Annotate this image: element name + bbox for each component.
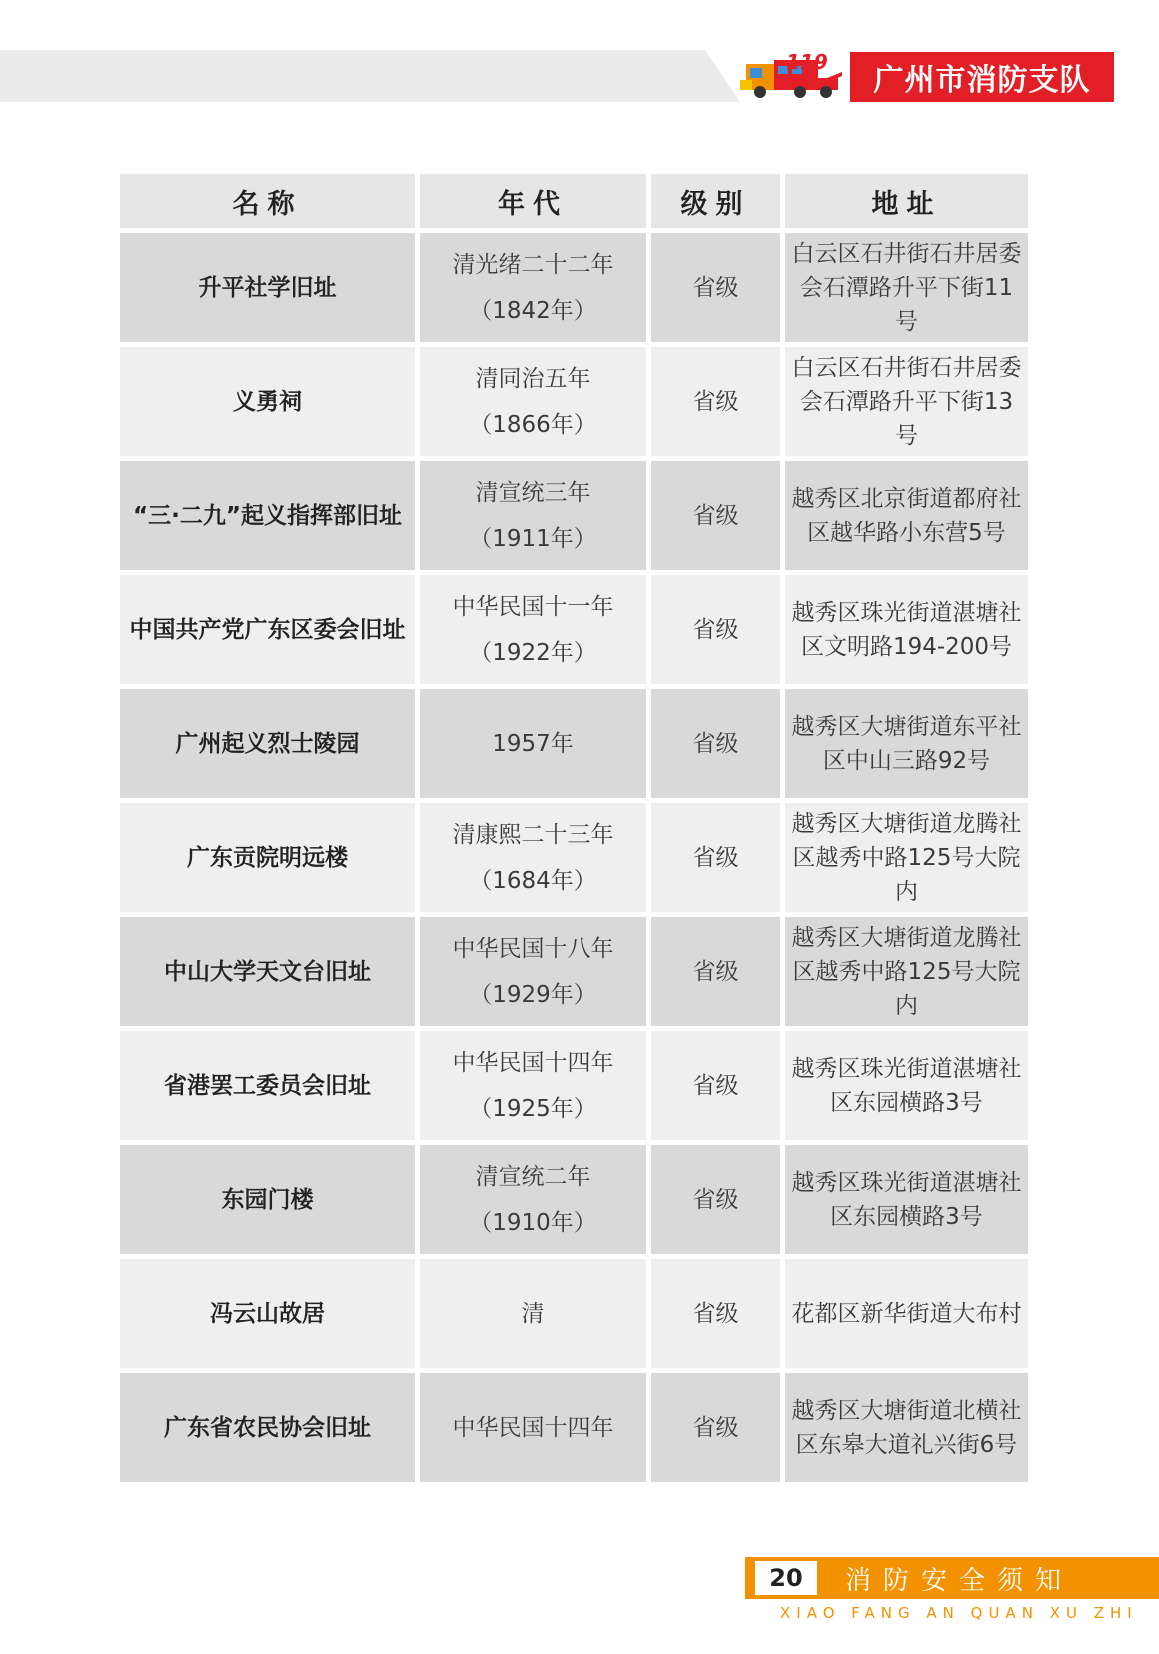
heritage-table xyxy=(120,174,1028,1487)
cell-level: 省级 xyxy=(651,575,780,684)
cell-address: 越秀区大塘街道龙腾社区越秀中路125号大院内 xyxy=(785,803,1028,912)
cell-address: 越秀区大塘街道北横社区东皋大道礼兴街6号 xyxy=(785,1373,1028,1482)
table-row xyxy=(120,1145,1028,1254)
cell-era xyxy=(420,689,646,798)
cell-era xyxy=(420,1031,646,1140)
cell-name: 东园门楼 xyxy=(120,1145,415,1254)
table-row xyxy=(120,347,1028,456)
era-line: 清同治五年 xyxy=(475,365,591,392)
era-line: 1957年 xyxy=(492,730,574,757)
cell-name: 广东贡院明远楼 xyxy=(120,803,415,912)
cell-address: 白云区石井街石井居委会石潭路升平下街13号 xyxy=(785,347,1028,456)
column-header-address: 地址 xyxy=(785,174,1028,228)
era-line: 清宣统二年 xyxy=(475,1163,591,1190)
cell-level: 省级 xyxy=(651,1259,780,1368)
table-row xyxy=(120,1259,1028,1368)
cell-address: 越秀区大塘街道东平社区中山三路92号 xyxy=(785,689,1028,798)
cell-level: 省级 xyxy=(651,233,780,342)
table-row xyxy=(120,233,1028,342)
era-line: 中华民国十四年 xyxy=(452,1414,614,1441)
era-line: （1922年） xyxy=(469,639,597,666)
cell-era xyxy=(420,1259,646,1368)
table-header-row xyxy=(120,174,1028,228)
header-band xyxy=(0,50,740,102)
cell-address: 越秀区北京街道都府社区越华路小东营5号 xyxy=(785,461,1028,570)
cell-level: 省级 xyxy=(651,803,780,912)
cell-name: 广东省农民协会旧址 xyxy=(120,1373,415,1482)
cell-era xyxy=(420,461,646,570)
column-header-level: 级别 xyxy=(651,174,780,228)
cell-name: 省港罢工委员会旧址 xyxy=(120,1031,415,1140)
era-line: （1925年） xyxy=(469,1095,597,1122)
cell-era xyxy=(420,917,646,1026)
column-header-name: 名称 xyxy=(120,174,415,228)
era-line: 清 xyxy=(521,1300,545,1327)
table-row xyxy=(120,689,1028,798)
cell-address: 白云区石井街石井居委会石潭路升平下街11号 xyxy=(785,233,1028,342)
era-line: （1910年） xyxy=(469,1209,597,1236)
cell-address: 越秀区珠光街道湛塘社区东园横路3号 xyxy=(785,1031,1028,1140)
cell-address: 越秀区大塘街道龙腾社区越秀中路125号大院内 xyxy=(785,917,1028,1026)
cell-level: 省级 xyxy=(651,689,780,798)
cell-address: 越秀区珠光街道湛塘社区东园横路3号 xyxy=(785,1145,1028,1254)
cell-name: “三·二九”起义指挥部旧址 xyxy=(120,461,415,570)
cell-level: 省级 xyxy=(651,1145,780,1254)
page-number: 20 xyxy=(769,1564,803,1592)
era-line: 清宣统三年 xyxy=(475,479,591,506)
table-row xyxy=(120,1373,1028,1482)
cell-address: 越秀区珠光街道湛塘社区文明路194-200号 xyxy=(785,575,1028,684)
page-number-box xyxy=(755,1561,817,1595)
cell-name: 中山大学天文台旧址 xyxy=(120,917,415,1026)
table-row xyxy=(120,917,1028,1026)
cell-level: 省级 xyxy=(651,1031,780,1140)
fire-truck-icon xyxy=(738,50,848,102)
logo-number: 119 xyxy=(786,50,828,74)
cell-era xyxy=(420,233,646,342)
cell-era xyxy=(420,575,646,684)
era-line: （1929年） xyxy=(469,981,597,1008)
table-row xyxy=(120,1031,1028,1140)
cell-era xyxy=(420,347,646,456)
brand-banner xyxy=(850,52,1114,102)
cell-address: 花都区新华街道大布村 xyxy=(785,1259,1028,1368)
era-line: （1684年） xyxy=(469,867,597,894)
era-line: （1842年） xyxy=(469,297,597,324)
cell-level: 省级 xyxy=(651,917,780,1026)
cell-name: 义勇祠 xyxy=(120,347,415,456)
table-body xyxy=(120,233,1028,1482)
cell-level: 省级 xyxy=(651,461,780,570)
column-header-era: 年代 xyxy=(420,174,646,228)
footer-title: 消防安全须知 xyxy=(845,1565,1074,1596)
cell-level: 省级 xyxy=(651,347,780,456)
cell-name: 升平社学旧址 xyxy=(120,233,415,342)
era-line: （1911年） xyxy=(469,525,597,552)
era-line: 中华民国十四年 xyxy=(452,1049,614,1076)
era-line: 中华民国十一年 xyxy=(452,593,614,620)
cell-level: 省级 xyxy=(651,1373,780,1482)
cell-name: 广州起义烈士陵园 xyxy=(120,689,415,798)
cell-name: 冯云山故居 xyxy=(120,1259,415,1368)
era-line: 中华民国十八年 xyxy=(452,935,614,962)
cell-name: 中国共产党广东区委会旧址 xyxy=(120,575,415,684)
brand-title: 广州市消防支队 xyxy=(873,63,1091,98)
era-line: （1866年） xyxy=(469,411,597,438)
cell-era xyxy=(420,803,646,912)
era-line: 清光绪二十二年 xyxy=(452,251,614,278)
footer-pinyin: XIAO FANG AN QUAN XU ZHI xyxy=(780,1604,1138,1622)
cell-era xyxy=(420,1373,646,1482)
table-row xyxy=(120,803,1028,912)
era-line: 清康熙二十三年 xyxy=(452,821,614,848)
cell-era xyxy=(420,1145,646,1254)
table-row xyxy=(120,461,1028,570)
table-row xyxy=(120,575,1028,684)
